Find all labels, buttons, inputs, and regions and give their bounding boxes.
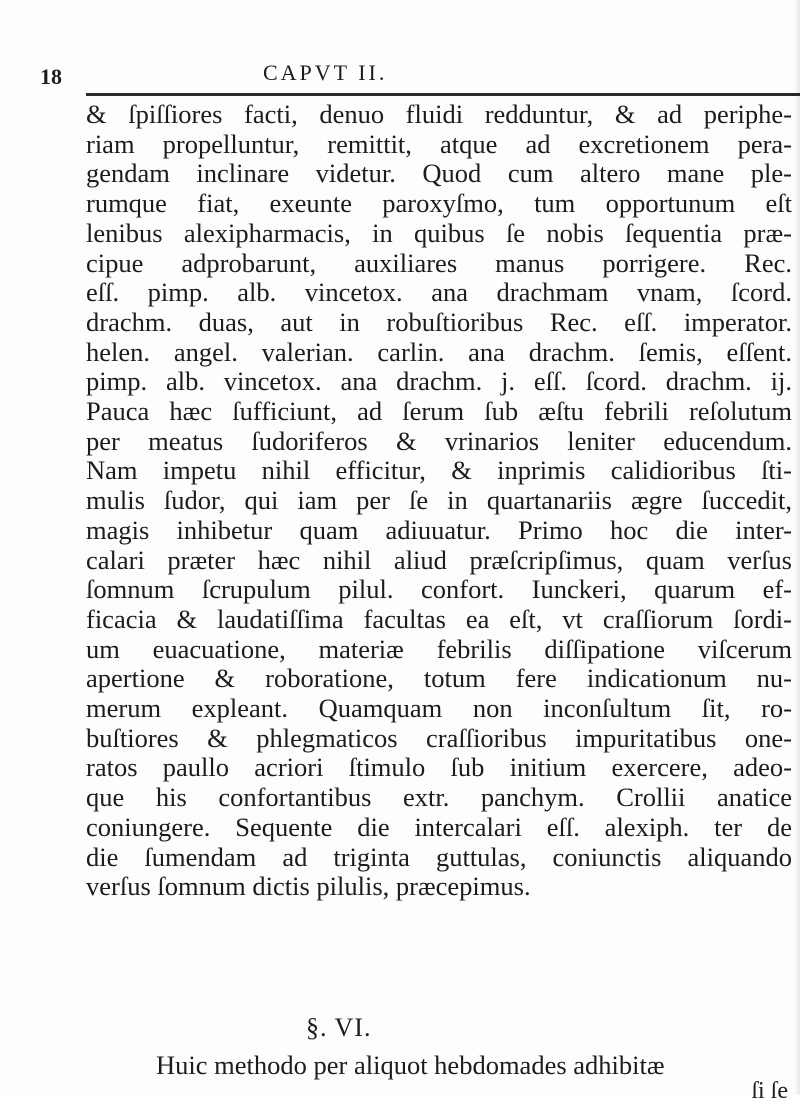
- text-line: rumque fiat, exeunte paroxyſmo, tum opportunum eſt: [86, 189, 792, 219]
- text-line: um euacuatione, materiæ febrilis diſſipatione viſcerum: [86, 634, 792, 664]
- text-line: apertione & roboratione, totum fere indicationum nu-: [86, 664, 792, 694]
- text-line: calari præter hæc nihil aliud præſcripſimus, quam verſus: [86, 545, 792, 575]
- text-line: mulis ſudor, qui iam per ſe in quartanariis ægre ſuccedit,: [86, 486, 792, 516]
- text-line: Pauca hæc ſufficiunt, ad ſerum ſub æſtu febrili reſolutum: [86, 397, 792, 427]
- page-number: 18: [40, 64, 62, 89]
- text-line: ficacia & laudatiſſima facultas ea eſt, vt craſſiorum ſordi-: [86, 604, 792, 634]
- text-line-last: verſus ſomnum dictis pilulis, præcepimus.: [86, 872, 531, 902]
- text-line: cipue adprobarunt, auxiliares manus porrigere. Rec.: [86, 248, 792, 278]
- text-line: eſſ. pimp. alb. vincetox. ana drachmam vnam, ſcord.: [86, 278, 792, 308]
- header-rule: [86, 93, 800, 96]
- text-line: pimp. alb. vincetox. ana drachm. j. eſſ. ſcord. drachm. ij.: [86, 367, 792, 397]
- text-line: gendam inclinare videtur. Quod cum altero mane ple-: [86, 159, 792, 189]
- text-line: que his confortantibus extr. panchym. Crollii anatice: [86, 783, 792, 813]
- text-line: coniungere. Sequente die intercalari eſſ. alexiph. ter de: [86, 812, 792, 842]
- page-header: [38, 58, 800, 88]
- catchword: ſi ſe: [751, 1078, 788, 1104]
- text-line: Nam impetu nihil efficitur, & inprimis calidioribus ſti-: [86, 456, 792, 486]
- body-text: [86, 100, 792, 902]
- text-line: per meatus ſudoriferos & vrinarios leniter educendum.: [86, 426, 792, 456]
- text-line: helen. angel. valerian. carlin. ana drachm. ſemis, eſſent.: [86, 337, 792, 367]
- text-line: die ſumendam ad triginta guttulas, coniunctis aliquando: [86, 842, 792, 872]
- text-line: ſomnum ſcrupulum pilul. confort. Iunckeri, quarum ef-: [86, 575, 792, 605]
- text-line: drachm. duas, aut in robuſtioribus Rec. eſſ. imperator.: [86, 307, 792, 337]
- text-line: riam propelluntur, remittit, atque ad excretionem pera-: [86, 129, 792, 159]
- text-line: magis inhibetur quam adiuuatur. Primo hoc die inter-: [86, 515, 792, 545]
- running-head: CAPVT II.: [263, 60, 388, 85]
- section-first-line: Huic methodo per aliquot hebdomades adhibitæ: [156, 1050, 665, 1080]
- text-line: & ſpiſſiores facti, denuo fluidi redduntur, & ad periphe-: [86, 100, 792, 129]
- page-edge-shadow: [794, 0, 800, 1095]
- text-line: lenibus alexipharmacis, in quibus ſe nobis ſequentia præ-: [86, 218, 792, 248]
- text-line: ratos paullo acriori ſtimulo ſub initium exercere, adeo-: [86, 753, 792, 783]
- text-line: buſtiores & phlegmaticos craſſioribus impuritatibus one-: [86, 723, 792, 753]
- section-number: §. VI.: [306, 1013, 372, 1042]
- text-line: merum expleant. Quamquam non inconſultum ſit, ro-: [86, 694, 792, 724]
